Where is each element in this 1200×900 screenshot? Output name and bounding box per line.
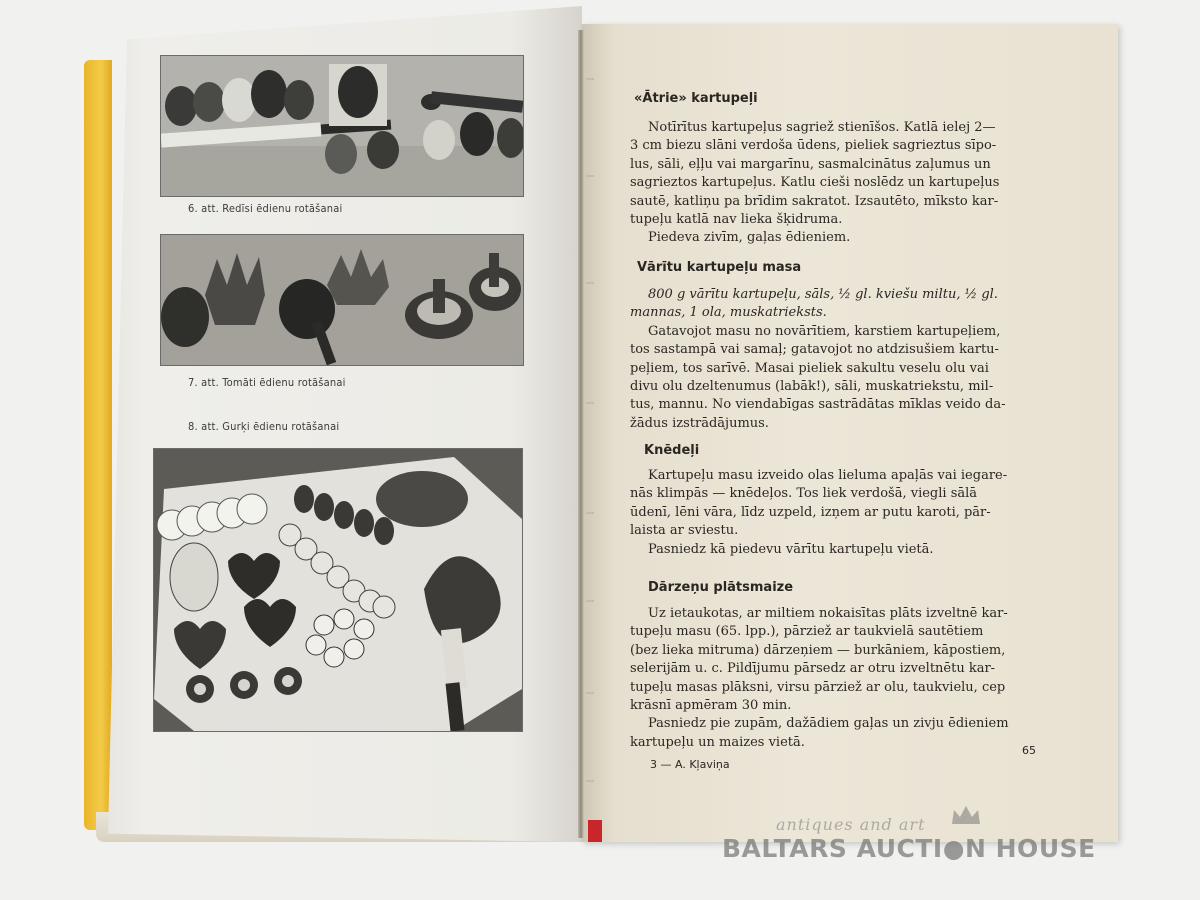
binding-stitch (586, 600, 594, 602)
section-title: «Ātrie» kartupeļi (634, 91, 758, 106)
watermark-brand: BALTARS AUCTI●N HOUSE (722, 834, 1096, 863)
radish-garnish-photo (160, 55, 524, 197)
page-number: 65 (1022, 744, 1036, 757)
signature-mark: 3 — A. Kļaviņa (650, 758, 730, 771)
crown-icon (950, 804, 982, 826)
body-line: Pasniedz kā piedevu vārītu kartupeļu vietā. (648, 541, 934, 557)
body-line: žādus izstrādājumus. (630, 415, 769, 431)
body-line: sagrieztos kartupeļus. Katlu cieši noslēdz un kartupeļus (630, 175, 1000, 191)
body-line: selerijām u. c. Pildījumu pārsedz ar otru izveltnētu kar- (630, 661, 996, 677)
body-line: laista ar sviestu. (630, 523, 739, 539)
figure-caption: 6. att. Redīsi ēdienu rotāšanai (188, 202, 343, 215)
binding-stitch (586, 692, 594, 694)
body-line: tupeļu masu (65. lpp.), pārziež ar taukvielā sautētiem (630, 624, 984, 640)
body-line: ūdenī, lēni vāra, līdz uzpeld, izņem ar putu karoti, pār- (630, 504, 991, 520)
section-body (630, 286, 1005, 433)
tomato-garnish-photo (160, 234, 524, 366)
body-line: tupeļu masas plāksni, virsu pārziež ar olu, taukvielu, cep (630, 679, 1006, 695)
section-title: Vārītu kartupeļu masa (637, 260, 802, 275)
body-line: tupeļu katlā nav lieka šķidruma. (630, 212, 843, 228)
body-line: Piedeva zivīm, gaļas ēdieniem. (648, 230, 851, 246)
body-line: Uz ietaukotas, ar miltiem nokaisītas plāts izveltnē kar- (648, 606, 1008, 621)
body-line: tus, mannu. No viendabīgas sastrādātas mīklas veido da- (630, 397, 1006, 413)
body-line: kartupeļu un maizes vietā. (630, 734, 805, 750)
figure-caption: 8. att. Gurķi ēdienu rotāšanai (188, 420, 340, 433)
body-line: Kartupeļu masu izveido olas lieluma apaļās vai iegare- (648, 468, 1008, 483)
ingredients-line: mannas, 1 ola, muskatrieksts. (630, 305, 827, 321)
body-line: Notīrītus kartupeļus sagriež stienīšos. Katlā ielej 2— (648, 120, 996, 135)
body-line: 3 cm biezu slāni verdoša ūdens, pieliek sagrieztus sīpo- (630, 138, 997, 154)
ingredients-line: 800 g vārītu kartupeļu, sāls, ½ gl. kviešu miltu, ½ gl. (648, 287, 998, 302)
yellow-book-cover (84, 60, 112, 830)
book-spine (578, 30, 584, 838)
section-body (630, 467, 1007, 559)
binding-stitch (586, 78, 594, 80)
body-line: tos sastampā vai samaļ; gatavojot no atdzisušiem kartu- (630, 342, 999, 358)
body-line: Gatavojot masu no novārītiem, karstiem kartupeļiem, (648, 323, 1001, 339)
binding-stitch (586, 402, 594, 404)
body-line: lus, sāli, eļļu vai margarīnu, sasmalcinātus zaļumus un (630, 156, 991, 172)
spine-headband (588, 820, 602, 842)
cucumber-garnish-photo (153, 448, 523, 732)
section-title: Dārzeņu plātsmaize (648, 580, 794, 595)
body-line: (bez lieka mitruma) dārzeņiem — burkāniem, kāpostiem, (630, 642, 1006, 658)
watermark-tagline: antiques and art (776, 815, 926, 834)
figure-caption: 7. att. Tomāti ēdienu rotāšanai (188, 376, 346, 389)
body-line: Pasniedz pie zupām, dažādiem gaļas un zivju ēdieniem (648, 716, 1009, 732)
binding-stitch (586, 512, 594, 514)
body-line: nās klimpās — knēdeļos. Tos liek verdošā, viegli sālā (630, 486, 978, 502)
body-line: divu olu dzeltenumus (labāk!), sāli, muskatriekstu, mil- (630, 379, 994, 395)
section-title: Knēdeļi (644, 443, 700, 458)
body-line: peļiem, tos sarīvē. Masai pieliek sakultu veselu olu vai (630, 360, 989, 376)
binding-stitch (586, 282, 594, 284)
body-line: krāsnī apmēram 30 min. (630, 698, 792, 714)
binding-stitch (586, 175, 594, 177)
binding-stitch (586, 780, 594, 782)
section-body (630, 119, 999, 248)
body-line: sautē, katliņu pa brīdim sakratot. Izsautēto, mīksto kar- (630, 193, 999, 209)
section-body (630, 605, 1009, 752)
